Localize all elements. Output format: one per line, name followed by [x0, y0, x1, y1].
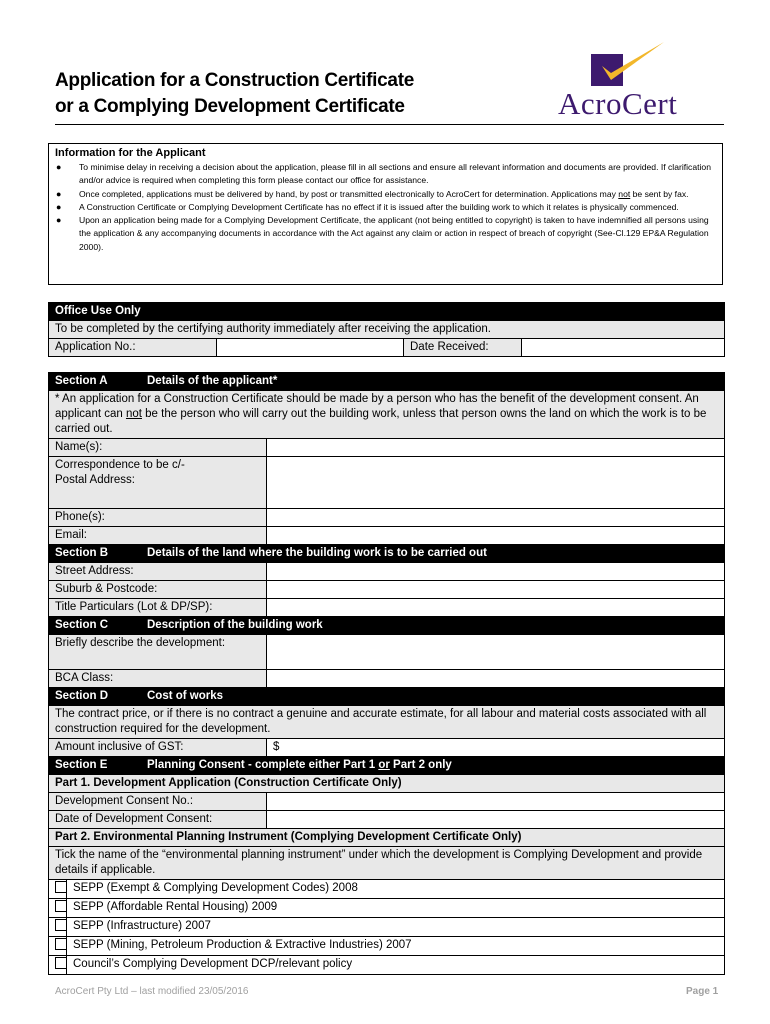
option-sepp-exempt: SEPP (Exempt & Complying Development Codes) 2008	[67, 880, 725, 899]
checkbox-sepp-exempt[interactable]	[55, 881, 67, 893]
suburb-postcode-field[interactable]	[267, 581, 725, 599]
bullet-icon: ●	[56, 162, 62, 172]
application-form-table	[48, 372, 725, 975]
names-label: Name(s):	[49, 439, 267, 457]
checkbox-cell[interactable]	[49, 899, 67, 918]
title-particulars-label: Title Particulars (Lot & DP/SP):	[49, 599, 267, 617]
email-label: Email:	[49, 527, 267, 545]
describe-development-label: Briefly describe the development:	[49, 635, 267, 670]
section-b-header: Section B Details of the land where the building work is to be carried out	[49, 545, 725, 563]
phone-label: Phone(s):	[49, 509, 267, 527]
bullet-icon: ●	[56, 215, 62, 226]
office-use-note: To be completed by the certifying authority immediately after receiving the application.	[49, 321, 725, 339]
checkbox-council-dcp[interactable]	[55, 957, 67, 969]
info-bullet: ● To minimise delay in receiving a decision about the application, please fill in all sections and ensure all relevant information and documents are provided. If clarification and/or advice is required when completing this form please contact our office for assistance.	[56, 162, 711, 186]
consent-date-label: Date of Development Consent:	[49, 811, 267, 829]
applicant-information-box	[48, 143, 723, 285]
part-1-heading: Part 1. Development Application (Construction Certificate Only)	[49, 775, 725, 793]
document-title	[55, 68, 414, 120]
info-bullet: ● Once completed, applications must be delivered by hand, by post or transmitted electronically to AcroCert for determination. Applications may not be sent by fax.	[55, 188, 716, 201]
postal-address-label: Correspondence to be c/- Postal Address:	[49, 457, 267, 509]
checkbox-cell[interactable]	[49, 937, 67, 956]
title-line-1: Application for a Construction Certificate	[55, 70, 414, 91]
date-received-field[interactable]	[522, 339, 725, 357]
logo-wordmark: AcroCert	[558, 86, 678, 121]
date-received-label: Date Received:	[404, 339, 522, 357]
postal-address-field[interactable]	[267, 457, 725, 509]
info-bullet: ● A Construction Certificate or Complying Development Certificate has no effect if it is issued after the building work to which it relates is physically commenced.	[55, 201, 716, 214]
street-address-field[interactable]	[267, 563, 725, 581]
footer-company-modified: AcroCert Pty Ltd – last modified 23/05/2016	[55, 986, 249, 997]
info-bullet-list	[55, 161, 716, 254]
part-2-heading: Part 2. Environmental Planning Instrument (Complying Development Certificate Only)	[49, 829, 725, 847]
amount-label: Amount inclusive of GST:	[49, 739, 267, 757]
application-no-field[interactable]	[217, 339, 404, 357]
checkbox-sepp-affordable[interactable]	[55, 900, 67, 912]
section-c-header: Section C Description of the building work	[49, 617, 725, 635]
option-council-dcp: Council’s Complying Development DCP/relevant policy	[67, 956, 725, 975]
describe-development-field[interactable]	[267, 635, 725, 670]
option-sepp-infrastructure: SEPP (Infrastructure) 2007	[67, 918, 725, 937]
checkbox-cell[interactable]	[49, 880, 67, 899]
section-d-note: The contract price, or if there is no contract a genuine and accurate estimate, for all labour and material costs associated with all construction required for the development.	[49, 706, 725, 739]
section-a-note: * An application for a Construction Certificate should be made by a person who has the benefit of the development consent. An applicant can not be the person who will carry out the building work, unless that person owns the land on which the work is to be carried out.	[49, 391, 725, 439]
section-a-header: Section A Details of the applicant*	[49, 373, 725, 391]
currency-symbol: $	[273, 741, 280, 753]
consent-date-field[interactable]	[267, 811, 725, 829]
bca-class-label: BCA Class:	[49, 670, 267, 688]
phone-field[interactable]	[267, 509, 725, 527]
street-address-label: Street Address:	[49, 563, 267, 581]
option-sepp-mining: SEPP (Mining, Petroleum Production & Extractive Industries) 2007	[67, 937, 725, 956]
office-use-table	[48, 302, 725, 357]
checkbox-cell[interactable]	[49, 918, 67, 937]
acrocert-logo	[558, 40, 724, 122]
title-particulars-field[interactable]	[267, 599, 725, 617]
info-heading: Information for the Applicant	[55, 147, 206, 159]
bullet-icon: ●	[56, 188, 62, 199]
bca-class-field[interactable]	[267, 670, 725, 688]
title-line-2: or a Complying Development Certificate	[55, 96, 405, 117]
part-2-note: Tick the name of the “environmental planning instrument” under which the development is Complying Development and provide details if applicable.	[49, 847, 725, 880]
consent-no-field[interactable]	[267, 793, 725, 811]
checkbox-cell[interactable]	[49, 956, 67, 975]
section-d-header: Section D Cost of works	[49, 688, 725, 706]
section-e-header: Section E Planning Consent - complete either Part 1 or Part 2 only	[49, 757, 725, 775]
suburb-postcode-label: Suburb & Postcode:	[49, 581, 267, 599]
checkbox-sepp-infrastructure[interactable]	[55, 919, 67, 931]
application-no-label: Application No.:	[49, 339, 217, 357]
info-bullet: ● Upon an application being made for a Complying Development Certificate, the applicant (not being entitled to copyright) is taken to have indemnified all persons using the application & any accompanying documents in accordance with the Act against any claim or action in respect of breach of copyright (See-Cl.129 EP&A Regulation 2000).	[56, 215, 709, 252]
bullet-icon: ●	[56, 201, 62, 212]
checkbox-sepp-mining[interactable]	[55, 938, 67, 950]
email-field[interactable]	[267, 527, 725, 545]
consent-no-label: Development Consent No.:	[49, 793, 267, 811]
page-number: Page 1	[686, 986, 719, 997]
option-sepp-affordable: SEPP (Affordable Rental Housing) 2009	[67, 899, 725, 918]
amount-field[interactable]	[267, 739, 725, 757]
title-divider	[55, 124, 724, 125]
office-use-heading: Office Use Only	[49, 303, 725, 321]
names-field[interactable]	[267, 439, 725, 457]
